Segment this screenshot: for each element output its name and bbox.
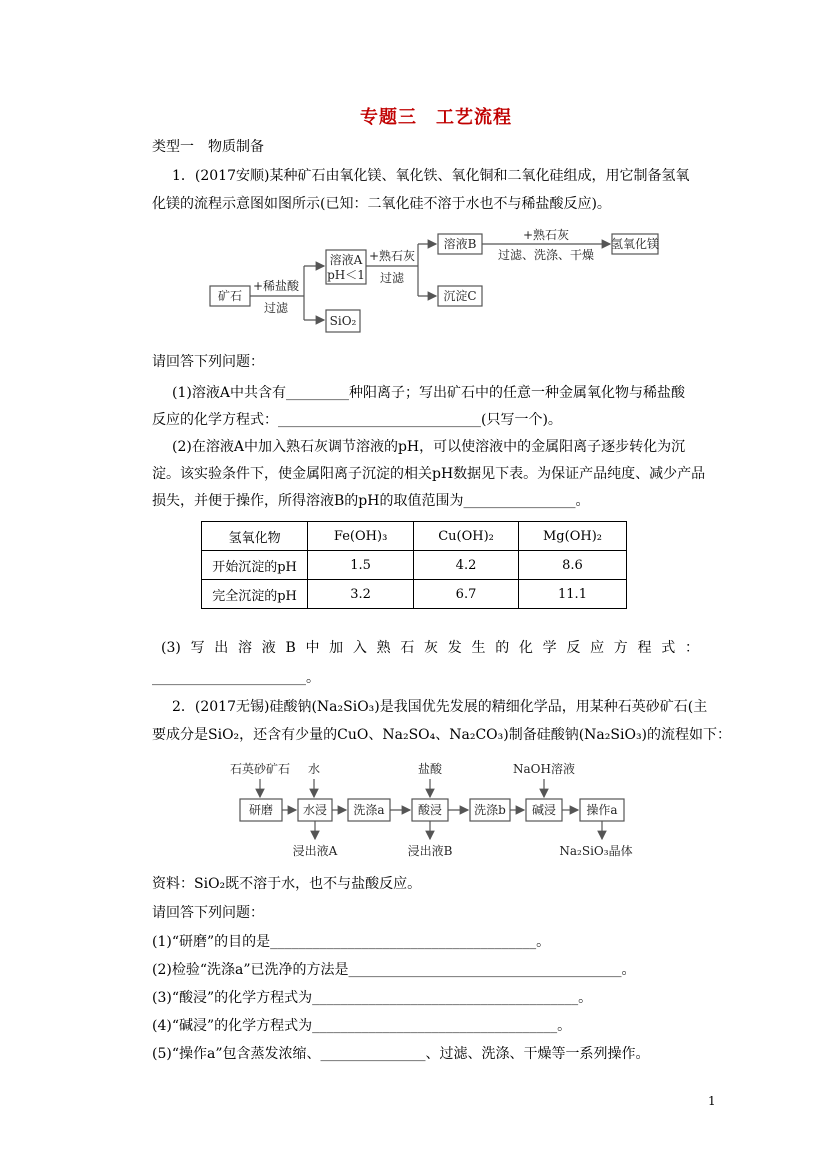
flow2-text-acid-leach: 酸浸 [417, 803, 443, 817]
q2-part5: (5)“操作a”包含蒸发浓缩、_______________、过滤、洗涤、干燥等一系列操作。 [152, 1046, 650, 1062]
q1-part3-char: 应 [590, 640, 605, 656]
table-cell: 开始沉淀的pH [202, 551, 308, 580]
q1-stem-line2: 化镁的流程示意图如图所示(已知：二氧化硅不溶于水也不与稀盐酸反应)。 [152, 196, 611, 212]
table-cell: 6.7 [414, 580, 519, 609]
q1-part3-char: 溶 [238, 640, 252, 656]
flow2-text-wash-b: 洗涤b [474, 803, 506, 817]
q1-part3-char: B [285, 640, 296, 656]
q1-part1-line2: 反应的化学方程式：_____________________________(只写一个)。 [152, 412, 562, 428]
table-header-cell: 氢氧化物 [202, 522, 308, 551]
q1-part2-line2: 淀。该实验条件下，使金属阳离子沉淀的相关pH数据见下表。为保证产品纯度、减少产品 [152, 466, 706, 482]
table-header-cell: Fe(OH)₃ [308, 522, 414, 551]
flow2-input-naoh: NaOH溶液 [513, 762, 575, 776]
flow2-text-grind: 研磨 [248, 803, 274, 817]
q1-part3-char: 写 [190, 640, 205, 656]
q1-part3-char: 化 [518, 640, 533, 656]
q1-part3-char: 石 [400, 640, 415, 656]
q2-stem-line2: 要成分是SiO₂，还含有少量的CuO、Na₂SO₄、Na₂CO₃)制备硅酸钠(Na₂SiO₃)的流程如下： [152, 727, 732, 743]
flow-text-product: 氢氧化镁 [610, 237, 660, 251]
q1-part3-char: 的 [495, 640, 510, 656]
q1-part3-line2: ______________________。 [152, 670, 320, 686]
q2-part2: (2)检验“洗涤a”已洗净的方法是_______________________________________。 [152, 962, 636, 978]
flow2-input-ore: 石英砂矿石 [229, 762, 291, 776]
flow-text-solution-a-ph: pH＜1 [327, 268, 365, 282]
flow-label-step3-bottom: 过滤、洗涤、干燥 [497, 248, 595, 262]
q2-flow-diagram [222, 757, 642, 869]
page-number: 1 [708, 1094, 716, 1108]
q1-part3-char: 生 [471, 640, 486, 656]
table-cell: 1.5 [308, 551, 414, 580]
q2-prompt: 请回答下列问题： [152, 905, 264, 921]
q2-part3: (3)“酸浸”的化学方程式为______________________________________。 [152, 990, 593, 1006]
q1-part3-char: 出 [214, 640, 229, 656]
table-header-cell: Cu(OH)₂ [414, 522, 519, 551]
q1-part3-char: 反 [566, 640, 581, 656]
table-header-row [202, 522, 627, 551]
q2-info: 资料：SiO₂既不溶于水，也不与盐酸反应。 [152, 876, 422, 892]
q1-part3-char: 熟 [376, 640, 391, 656]
flow2-output-product: Na₂SiO₃晶体 [559, 844, 633, 858]
section-heading: 类型一 物质制备 [152, 139, 264, 155]
flow2-text-water-leach: 水浸 [302, 803, 328, 817]
q1-part3-char: 式 [661, 640, 676, 656]
flow-text-precipitate-c: 沉淀C [443, 289, 477, 303]
flow-label-step2-bottom: 过滤 [379, 271, 405, 285]
flow-text-ore: 矿石 [217, 289, 243, 303]
q1-part2-line3: 损失，并便于操作，所得溶液B的pH的取值范围为________________。 [152, 493, 590, 509]
flow2-text-wash-a: 洗涤a [353, 803, 385, 817]
q1-stem-line1: 1．(2017安顺)某种矿石由氧化镁、氧化铁、氧化铜和二氧化硅组成，用它制备氢氧 [172, 168, 690, 184]
q1-part3-char: 中 [305, 640, 320, 656]
q2-stem-line1: 2．(2017无锡)硅酸钠(Na₂SiO₃)是我国优先发展的精细化学品，用某种石英砂矿石(主 [172, 699, 708, 715]
q1-part3-char: 加 [329, 640, 344, 656]
flow-text-sio2: SiO₂ [329, 314, 357, 328]
flow2-output-b: 浸出液B [407, 844, 453, 858]
q1-part3-char: (3) [161, 640, 181, 656]
q1-part3-char: 发 [447, 640, 462, 656]
q1-part3-char: 方 [613, 640, 628, 656]
flow2-output-a: 浸出液A [292, 844, 338, 858]
flow2-input-hcl: 盐酸 [417, 762, 443, 776]
flow-label-step3-top: +熟石灰 [522, 228, 570, 242]
flow-label-step1-bottom: 过滤 [263, 301, 289, 315]
flow-label-step1-top: +稀盐酸 [252, 279, 300, 293]
table-row [202, 580, 627, 609]
table-cell: 3.2 [308, 580, 414, 609]
q1-part3-char: 液 [261, 640, 276, 656]
q1-part3-char: 程 [637, 640, 652, 656]
q1-flow-diagram [200, 228, 660, 340]
q2-part1: (1)“研磨”的目的是______________________________________。 [152, 934, 551, 950]
flow2-text-operation-a: 操作a [586, 803, 618, 817]
table-header-cell: Mg(OH)₂ [519, 522, 627, 551]
q1-part3-line1 [161, 638, 699, 658]
flow-label-step2-top: +熟石灰 [368, 249, 416, 263]
table-cell: 完全沉淀的pH [202, 580, 308, 609]
q1-part2-line1: (2)在溶液A中加入熟石灰调节溶液的pH，可以使溶液中的金属阳离子逐步转化为沉 [172, 439, 686, 455]
q2-part4: (4)“碱浸”的化学方程式为___________________________________。 [152, 1018, 572, 1034]
q1-part3-char: ： [684, 640, 699, 656]
q1-prompt: 请回答下列问题： [152, 354, 264, 370]
flow2-text-alkali-leach: 碱浸 [531, 803, 557, 817]
page-title: 专题三 工艺流程 [360, 107, 512, 128]
flow2-input-water: 水 [307, 762, 321, 776]
ph-table [201, 521, 627, 609]
q1-part3-char: 入 [352, 640, 367, 656]
table-cell: 4.2 [414, 551, 519, 580]
q1-part3-char: 灰 [424, 640, 439, 656]
table-row [202, 551, 627, 580]
table-cell: 11.1 [519, 580, 627, 609]
q1-part1-line1: (1)溶液A中共含有_________种阳离子；写出矿石中的任意一种金属氧化物与稀盐酸 [172, 385, 685, 401]
table-cell: 8.6 [519, 551, 627, 580]
flow-text-solution-b: 溶液B [443, 237, 477, 251]
q1-part3-char: 学 [542, 640, 557, 656]
flow-text-solution-a: 溶液A [329, 253, 363, 267]
